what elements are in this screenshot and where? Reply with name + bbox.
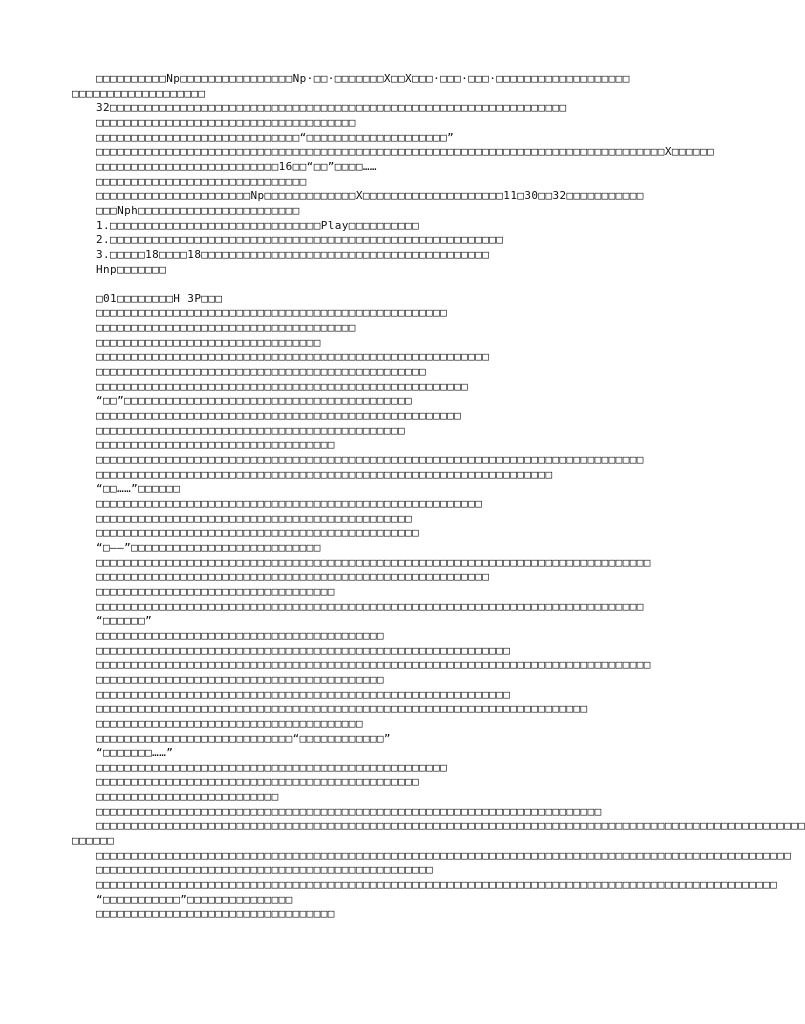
text-line: □□□□□□□□□□□□□□□□□□□□□□□□□□□□□□□□□□□□□□ (96, 716, 363, 730)
text-line: □□□□□□□□□□□□□□□□□□□□□□□□□□□□□□□□□□□□□□□□□□□□□□□□□□□□□□□□□□□□□□□□□□□□□□□□□□□□□□ (96, 599, 644, 613)
text-line: 1.□□□□□□□□□□□□□□□□□□□□□□□□□□□□□□Play□□□□□□□□□□ (96, 218, 420, 232)
text-line: □□□□□□□□□□□□□□□□□□□□□□□□□□□□□□□□□□□□□□□□□□□□□□□□□□□□□□□□ (96, 350, 490, 364)
text-line: □□□□□□□□□□□□□□□□□□□□□□□□□□□□□□□□□□ (96, 907, 335, 921)
text-line: □□□□□□□□□□□□□□□□□□□□□□□□□□□□□□□□□□□□□□□□□□□□□□□□□□□□□□□ (96, 497, 483, 511)
text-line: 32□□□□□□□□□□□□□□□□□□□□□□□□□□□□□□□□□□□□□□□□□□□□□□□□□□□□□□□□□□□□□□□□□ (96, 101, 567, 115)
text-line: 3.□□□□□18□□□□18□□□□□□□□□□□□□□□□□□□□□□□□□□□□□□□□□□□□□□□□□ (96, 247, 490, 261)
text-line: □□□□□□□□□□□□□□□□□□□□□□□□□□16□□“□□”□□□□…… (96, 159, 377, 173)
text-line: □□□□□□□□□□□□□□□□□□□□□□□□□□□□□□□□□□□□□□□□□□□□□□□□□□□□□□□□□□□□□□□□□□□□□□□□□□□□□□□□□□□□□□□□□□□□□□□□□□□□□ (96, 819, 805, 833)
text-line: □□□□□□□□□□□□□□□□□□□□□□□□□□□□□“□□□□□□□□□□□□□□□□□□□□” (96, 130, 455, 144)
text-line: □□□□□□□□□□□□□□□□□□□□□□□□□□□□□□□□□□□□□□□□□□□□□□□□ (96, 863, 434, 877)
text-line: □□□□□□□□□□□□□□□□□□□□□□□□□□□□□□□□□□□□□□□□□□□□□□ (96, 526, 420, 540)
text-line: □□□□□□□□□□□□□□□□□□□□□□□□□□□□□□□□□□□□□□□□□□□□□□□□□□□□□□□□ (96, 570, 490, 584)
text-line: □□□□□□□□□□□□□□□□□□□□□□□□□□□□□□□□□□□□□□□□□□□□□□ (96, 775, 420, 789)
text-line: “□□……”□□□□□□ (96, 482, 181, 496)
text-line: □□□□□□□□□□□□□□□□□□□□□□□□□□□□□□□□□□□□□□□□□□□□□□□□□□□□□□□□□□□□□□□□□ (96, 467, 553, 481)
text-line: “□□□□□□□……” (96, 746, 174, 760)
text-line: □□□□□□□□□□□□□□□□□□□□□□□□□□□□□□□□ (96, 335, 321, 349)
text-line: □□□□□□□□□□□□□□□□□□□□□□□□□□□□□□□□□□□□□□□□□□□□□□□□□□□□□□□□□□□□□□□□□□□□□□□□□□□□□□□□□□□□□□□□□□□□□□□□□ (96, 878, 778, 892)
text-line: □□□□□□□□□□□□□□□□□□□□□□□□□□□□□□□□□□□□□□□□□□□□□□□□□□□□□□□□□□□□□□□□□□□□□□□□ (96, 804, 602, 818)
text-line: “□□□□□□” (96, 614, 153, 628)
blank-line (72, 277, 696, 292)
text-line: □□□□□□□□□□Np□□□□□□□□□□□□□□□□Np·□□·□□□□□□□X□□X□□□·□□□·□□□·□□□□□□□□□□□□□□□□□□□ (96, 72, 630, 85)
text-line: “□□”□□□□□□□□□□□□□□□□□□□□□□□□□□□□□□□□□□□□□□□□□ (96, 394, 413, 408)
text-line: 2.□□□□□□□□□□□□□□□□□□□□□□□□□□□□□□□□□□□□□□□□□□□□□□□□□□□□□□□□ (96, 233, 504, 247)
text-line: □□□□□□□□□□□□□□□□□□□□□□□□□□□□□□□□□□□□□□□□□□□□□□□□□□□□□□□□□□□□□□□□□□□□□□ (96, 702, 588, 716)
text-line: □□□□□□□□□□□□□□□□□□□□□□□□□□□□□□□□□□□□□□□□□□□□□□□□□□□□□□□□□□□ (96, 687, 511, 701)
text-line: □□□□□□□□□□□□□□□□□□□□□□□□□□□□□□□□□□ (96, 438, 335, 452)
text-line: □□□□□□□□□□□□□□□□□□□□□□□□□□□□□□ (96, 174, 307, 188)
text-line: □□□□□□□□□□□□□□□□□□□□□□□□□□□□□□□□□□□□□□□□□□□□□□□□□□□□□□□□□□□□□□□□□□□□□□□□□□□□□□□ (96, 555, 651, 569)
text-line: □□□□□□□□□□□□□□□□□□□□□□□□□□□□□□□□□□□□□□□□□□□□ (96, 423, 405, 437)
text-line: □□□□□□□□□□□□□□□□□□□□□□□□□□□□□□□□□□□□□□□□□□□□□□□□□□ (96, 760, 448, 774)
text-line: □□□□□□□□□□□□□□□□□□□□□□□□□□□□□□□□□□□□□□□□□ (96, 672, 384, 686)
text-line: □□□□□□□□□□□□□□□□□□□□□□□□□□□□□□□□□□□□□□□□□□□□□□□□□□□□□□□□□□□ (96, 643, 511, 657)
text-line: □01□□□□□□□□H 3P□□□ (96, 291, 223, 305)
text-line: Hnp□□□□□□□ (96, 262, 167, 276)
text-line: □□□□□□□□□□□□□□□□□□□□□□□□□□□□□□□□□□□□□ (96, 321, 356, 335)
text-line: □□□□□□□□□□□□□□□□□□□□□□□□□□□□□□□□□□□□□□□□□□□□□□□□□□□□ (96, 409, 462, 423)
text-line: □□□□□□□□□□□□□□□□□□□□□□□□□□□□□□□□□□□□□□□□□□□□□□□□□□□□□□□□□□□□□□□□□□□□□□□□□□□□□□□□□□□□□□□□□□□□□□□□□□□ (96, 848, 792, 862)
text-line: □□□□□□□□□□□□□□□□□□□□□□□□□□□□□□□□□□ (96, 584, 335, 598)
text-line: □□□□□□□□□□□□□□□□□□□□□□□□□□□□□□□□□□□□□□□□□□□□□□□□□□□□□□□□□□□□□□□□□□□□□□□□□□□□□□□ (96, 658, 651, 672)
text-line: □□□Nph□□□□□□□□□□□□□□□□□□□□□□□ (96, 203, 300, 217)
text-line: □□□□□□□□□□□□□□□□□□□□□□□□□□ (96, 790, 279, 804)
text-line: □□□□□□□□□□□□□□□□□□□□□□□□□□□□□□□□□□□□□□□□□□□□□ (96, 511, 413, 525)
text-line: □□□□□□□□□□□□□□□□□□□□□□Np□□□□□□□□□□□□□X□□□□□□□□□□□□□□□□□□□□11□30□□32□□□□□□□□□□□ (96, 189, 644, 203)
text-line: □□□□□□□□□□□□□□□□□□□□□□□□□□□□□□□□□□□□□□□□□□□□□□□□□□□□□□□□□□□□□□□□□□□□□□□□□□□□□□ (96, 453, 644, 467)
text-line: □□□□□□□□□□□□□□□□□□□□□□□□□□□□□□□□□□□□□□□□□□□□□□□□□□□□□□□□□□□□□□□□□□□□□□□□□□□□□□□□□X□□□□□□ (96, 145, 714, 159)
text-line: “□□□□□□□□□□□”□□□□□□□□□□□□□□□ (96, 892, 293, 906)
text-line: □□□□□□□□□□□□□□□□□□□□□□□□□□□□“□□□□□□□□□□□□” (96, 731, 391, 745)
text-line: □□□□□□□□□□□□□□□□□□□□□□□□□□□□□□□□□□□□□□□□□□□□□□□ (96, 365, 427, 379)
text-line: □□□□□□□□□□□□□□□□□□□□□□□□□□□□□□□□□□□□□□□□□□□□□□□□□□□□□ (96, 379, 469, 393)
text-line: □□□□□□ (72, 834, 115, 848)
text-line: □□□□□□□□□□□□□□□□□□□□□□□□□□□□□□□□□□□□□□□□□ (96, 628, 384, 642)
text-line: □□□□□□□□□□□□□□□□□□□ (72, 86, 206, 100)
text-line: □□□□□□□□□□□□□□□□□□□□□□□□□□□□□□□□□□□□□□□□□□□□□□□□□□ (96, 306, 448, 320)
text-line: “□——”□□□□□□□□□□□□□□□□□□□□□□□□□□□ (96, 540, 321, 554)
text-line: □□□□□□□□□□□□□□□□□□□□□□□□□□□□□□□□□□□□□ (96, 115, 356, 129)
